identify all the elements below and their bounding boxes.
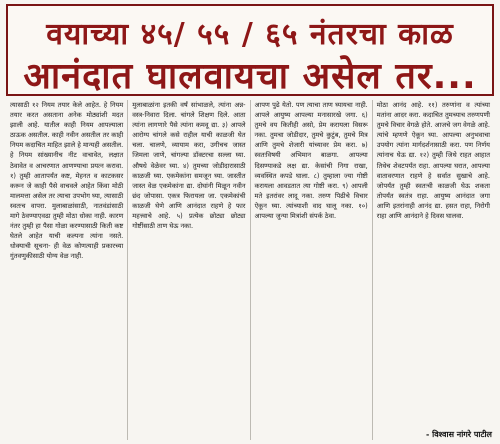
article-column-2 bbox=[127, 100, 249, 440]
column-text: आपण पुढे येतो. पण त्याचा ताण घ्यायचा नाही. आपले आयुष्य आपल्या मनासारखे जगा. ६) तुमचे वय कितीही असो, प्रेम करायला विसरू नका. तुमचा जोडीदार, तुमचे कुटुंब, तुमचे मित्र आणि तुमचे शेजारी यांच्यावर प्रेम करा. ७) स्वतःविषयी अभिमान बाळगा. आपल्या दिसण्याकडे लक्ष द्या. केसांची निगा राखा, व्यवस्थित कपडे घाला. ८) तुम्हाला ज्या गोष्टी करायला आवडतात त्या गोष्टी करा. ९) आपली मते इतरांवर लादू नका. तरुण पिढीचे विचार ऐकून घ्या. त्यांच्याशी वाद घालू नका. १०) आपल्या जुन्या मित्रांशी संपर्क ठेवा. bbox=[254, 101, 368, 221]
column-text: मुलाबाळांना इतकी वर्षं सांभाळले, त्यांना अन्न-वस्त्र-निवारा दिला. चांगले शिक्षण दिले. आता त्यांना लागणारे पैसे त्यांना कमवू द्या. ३) आपले आरोग्य चांगले कसे राहील याची काळजी घेत चला. चालणे, व्यायाम करा, उगीचच जास्त जिमला जाणे, चांगल्या डॉक्टरचा सल्ला घ्या. औषधे वेळेवर घ्या. ४) तुमच्या जोडीदारासाठी काळजी घ्या. एकमेकांना समजून घ्या. जास्तीत जास्त वेळ एकमेकांना द्या. दोघांनी मिळून नवीन छंद जोपासा. एकत्र फिरायला जा. एकमेकांची काळजी घेणे आणि आनंदात राहणे हे फार महत्त्वाचे आहे. ५) प्रत्येक छोट्या छोट्या गोष्टींसाठी ताण घेऊ नका. bbox=[132, 101, 246, 231]
article-column-4 bbox=[372, 100, 494, 440]
article-column-3 bbox=[250, 100, 372, 440]
headline-banner bbox=[6, 4, 494, 96]
article-column-1 bbox=[6, 100, 127, 440]
article-body bbox=[6, 100, 494, 440]
headline-line-1: वयाच्या ४५/ ५५ / ६५ नंतरचा काळ bbox=[46, 17, 454, 52]
headline-line-2: आनंदात घालवायचा असेल तर... bbox=[23, 56, 477, 97]
column-text: त्यासाठी १२ नियम तयार केले आहेत. हे नियम तयार करत असताना अनेक मोठ्यांशी मदत झाली आहे. यातील काही नियम आपल्याला ठाऊक असतील. काही नवीन असतील तर काही नियम कदाचित माहित झाले हे मान्यही असतील. हे नियम सांख्यानीच नीट वाचावेत, लक्षात ठेवावेत व आचरणात आणण्याचा प्रयत्न करावा. १) तुम्ही आतापर्यंत कष्ट, मेहनत व काटकसर करून जे काही पैसे वाचवले आहेत किंवा मोठी मालमत्ता असेल तर त्याचा उपभोग घ्या, त्यासाठी स्वतःच वापरा. मुलाबाळांसाठी, नातवंडांसाठी मागे ठेवण्याएवढा तुम्ही मोठा धोका नाही. कारण नंतर तुम्ही हा पैसा गोळा करण्यासाठी किती कष्ट घेतले आहेत याची कल्पना त्यांना नसते. धोक्याची सूचना- ही वेळ कोणत्याही प्रकारच्या गुंतवणुकीसाठी योग्य वेळ नाही. bbox=[10, 101, 124, 261]
author-byline: - विश्वास नांगरे पाटील bbox=[422, 429, 492, 440]
column-text: मोठा आनंद आहे. ११) तरुणांना व त्यांच्या मतांना आदर करा. कदाचित तुमच्याच तरुणपणी तुमचे विचार वेगळे होते. आजचे जग वेगळे आहे. त्यांचे म्हणणे ऐकून घ्या. आपल्या अनुभवाचा उपयोग त्यांना मार्गदर्शनासाठी करा. पण निर्णय त्यांनाच घेऊ द्या. १२) तुम्ही जिथे राहत आहात तिथेच शेवटपर्यंत राहा. आपल्या घरात, आपल्या वातावरणात राहणे हे सर्वात सुखाचे आहे. जोपर्यंत तुम्ही स्वतःची काळजी घेऊ शकता तोपर्यंत स्वतंत्र राहा. आयुष्य आनंदात जगा आणि इतरांनाही आनंद द्या. हसत राहा, निरोगी राहा आणि आनंदाने हे दिवस घालवा. bbox=[376, 101, 490, 221]
